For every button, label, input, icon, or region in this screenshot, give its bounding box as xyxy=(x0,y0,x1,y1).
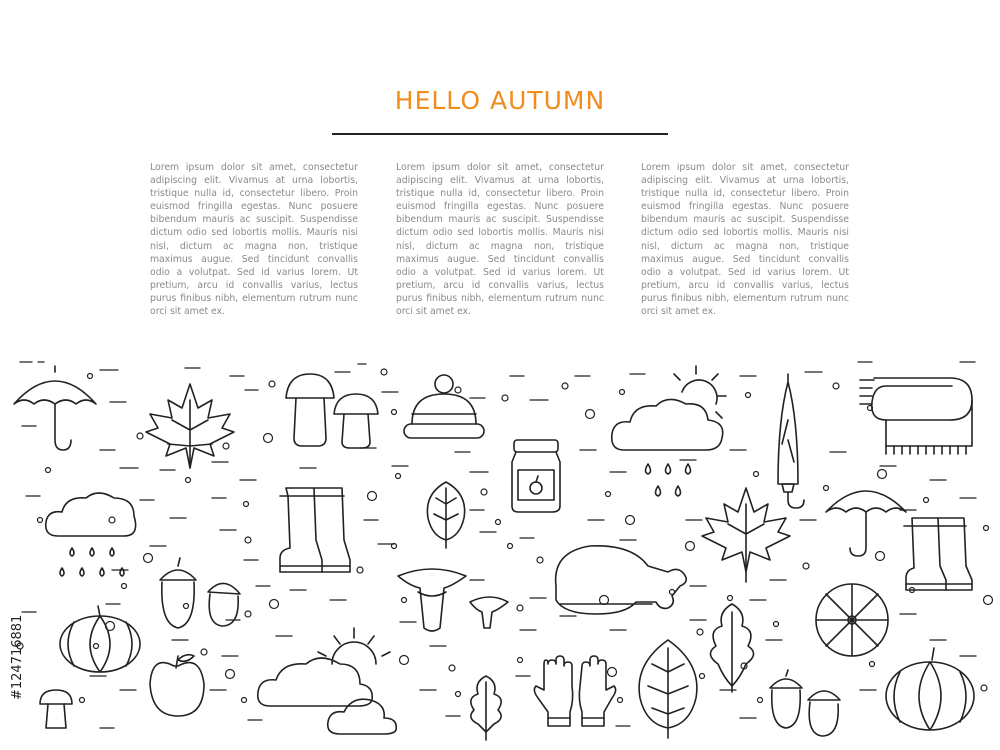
acorns-icon xyxy=(770,670,840,736)
oak-leaf-icon xyxy=(710,604,753,692)
cloud-sun-icon xyxy=(612,366,726,450)
text-column-1: Lorem ipsum dolor sit amet, consectetur adipiscing elit. Vivamus at urna lobortis, tristique nulla id, consectetur libero. Proin euismod fringilla egestas. Nunc posuere bibendum mauris ac suscipit. Suspendisse dictum odio sed lobortis mollis. Mauris nisi nisl, dictum ac magna non, tristique maximus augue. Sed tincidunt convallis odio a volutpat. Sed id varius lorem. Ut pretium, arcu id convallis varius, lectus purus finibus nibh, elementum rutrum nunc orci sit amet ex. xyxy=(150,162,358,318)
maple-leaf-icon xyxy=(146,384,234,468)
mushrooms-icon xyxy=(40,690,72,728)
rain-drops-icon xyxy=(646,464,691,496)
scarf-icon xyxy=(860,378,972,454)
sun-clouds-icon xyxy=(258,628,397,734)
leaf-icon xyxy=(427,482,464,548)
text-column-2: Lorem ipsum dolor sit amet, consectetur adipiscing elit. Vivamus at urna lobortis, tristique nulla id, consectetur libero. Proin euismod fringilla egestas. Nunc posuere bibendum mauris ac suscipit. Suspendisse dictum odio sed lobortis mollis. Mauris nisi nisl, dictum ac magna non, tristique maximus augue. Sed tincidunt convallis odio a volutpat. Sed id varius lorem. Ut pretium, arcu id convallis varius, lectus purus finibus nibh, elementum rutrum nunc orci sit amet ex. xyxy=(396,162,604,318)
rain-drops-icon xyxy=(60,548,124,576)
apple-icon xyxy=(150,655,204,716)
stock-id-watermark: #124716881 xyxy=(10,614,25,700)
text-column-3: Lorem ipsum dolor sit amet, consectetur adipiscing elit. Vivamus at urna lobortis, tristique nulla id, consectetur libero. Proin euismod fringilla egestas. Nunc posuere bibendum mauris ac suscipit. Suspendisse dictum odio sed lobortis mollis. Mauris nisi nisl, dictum ac magna non, tristique maximus augue. Sed tincidunt convallis odio a volutpat. Sed id varius lorem. Ut pretium, arcu id convallis varius, lectus purus finibus nibh, elementum rutrum nunc orci sit amet ex. xyxy=(641,162,849,318)
maple-leaf-icon xyxy=(702,488,790,582)
umbrella-icon xyxy=(14,366,96,450)
knit-hat-icon xyxy=(404,375,484,438)
acorns-icon xyxy=(160,558,240,628)
pumpkin-icon xyxy=(886,648,974,730)
roast-turkey-icon xyxy=(556,546,687,614)
page-title: HELLO AUTUMN xyxy=(394,86,606,115)
pumpkin-icon xyxy=(60,606,140,672)
leaf-icon xyxy=(639,640,697,738)
rain-cloud-icon xyxy=(46,493,136,576)
gloves-icon xyxy=(534,656,615,726)
dot-decorations xyxy=(17,369,993,703)
closed-umbrella-icon xyxy=(778,374,804,508)
oak-leaf-icon xyxy=(471,676,501,740)
mushrooms-icon xyxy=(286,374,378,448)
rubber-boots-icon xyxy=(904,518,972,590)
jam-jar-icon xyxy=(512,440,560,512)
rubber-boots-icon xyxy=(280,488,350,572)
umbrella-icon xyxy=(826,491,906,556)
open-umbrella-icon xyxy=(816,584,888,656)
